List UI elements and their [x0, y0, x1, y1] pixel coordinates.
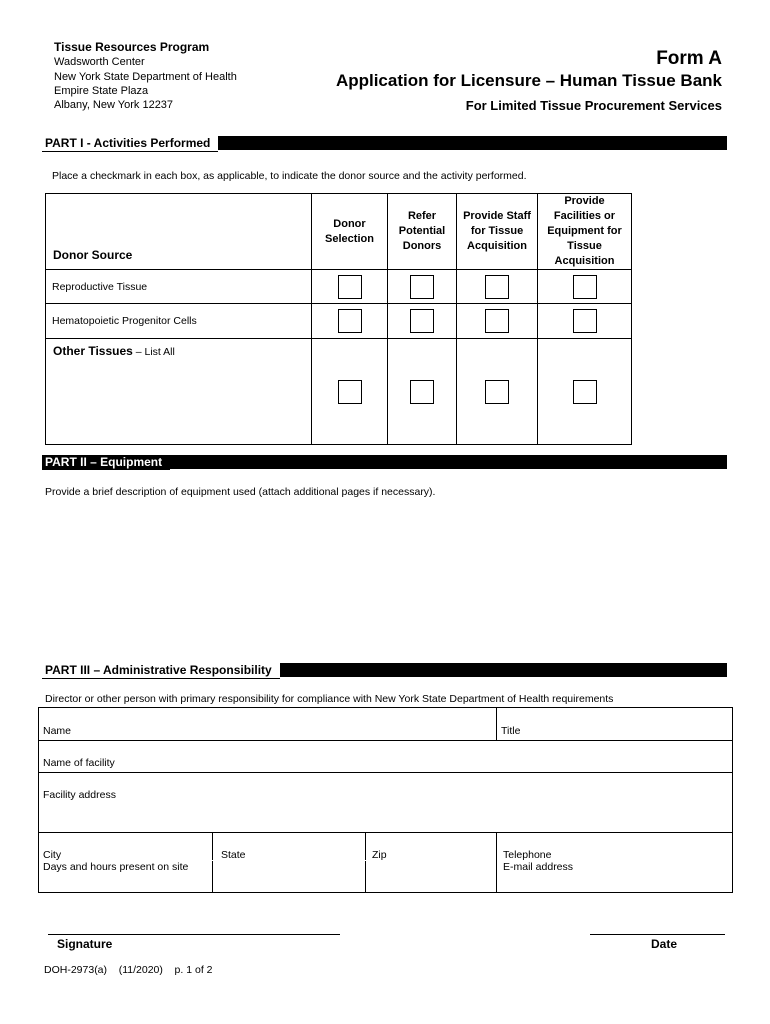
checkbox-hematopoietic-provide-staff[interactable]	[485, 309, 509, 333]
title-field[interactable]	[497, 708, 733, 741]
checkbox-hematopoietic-refer-donors[interactable]	[410, 309, 434, 333]
donor-source-header-cell	[46, 194, 312, 270]
col-provide-facilities: Provide Facilities or Equipment for Tissue Acquisition	[547, 195, 622, 267]
date-line[interactable]	[590, 934, 725, 935]
part1-heading-bar	[42, 136, 727, 150]
col-refer-potential-donors: Refer Potential Donors	[398, 210, 446, 252]
activities-table	[45, 193, 632, 445]
checkbox-reproductive-provide-facilities[interactable]	[573, 275, 597, 299]
name-field[interactable]	[39, 708, 497, 741]
row-label-reproductive: Reproductive Tissue	[46, 270, 312, 304]
city-field[interactable]	[39, 833, 213, 893]
col-donor-selection: Donor Selection	[325, 217, 374, 245]
responsibility-table	[38, 707, 733, 893]
part3-heading-bar	[42, 663, 727, 677]
other-tissues-cell[interactable]	[46, 339, 312, 445]
checkbox-other-refer-donors[interactable]	[410, 380, 434, 404]
checkbox-reproductive-refer-donors[interactable]	[410, 275, 434, 299]
name-label: Name	[43, 725, 72, 737]
form-number: DOH-2973(a)	[44, 964, 108, 976]
checkbox-hematopoietic-provide-facilities[interactable]	[573, 309, 597, 333]
page-number: p. 1 of 2	[174, 964, 213, 976]
part2-instruction: Provide a brief description of equipment used (attach additional pages if necessary).	[45, 486, 436, 498]
checkbox-reproductive-provide-staff[interactable]	[485, 275, 509, 299]
checkbox-hematopoietic-donor-selection[interactable]	[338, 309, 362, 333]
zip-field[interactable]	[366, 833, 497, 893]
row-divider-mask	[39, 860, 492, 861]
part1-instruction: Place a checkmark in each box, as applicable, to indicate the donor source and the activity performed.	[52, 170, 527, 182]
state-label: State	[221, 849, 246, 861]
part3-instruction: Director or other person with primary responsibility for compliance with New York State Department of Health requirements	[45, 693, 614, 705]
address-line-4: Albany, New York 12237	[54, 99, 174, 111]
checkbox-other-donor-selection[interactable]	[338, 380, 362, 404]
checkbox-other-provide-facilities[interactable]	[573, 380, 597, 404]
signature-line[interactable]	[48, 934, 340, 935]
form-title: Application for Licensure – Human Tissue Bank	[335, 71, 722, 90]
other-tissues-label: Other Tissues	[53, 344, 133, 358]
form-subtitle: For Limited Tissue Procurement Services	[465, 98, 722, 113]
program-name: Tissue Resources Program	[54, 40, 210, 54]
part1-heading: PART I - Activities Performed	[42, 136, 218, 152]
facility-address-label: Facility address	[43, 789, 116, 801]
other-tissues-suffix: – List All	[132, 346, 175, 358]
address-line-3: Empire State Plaza	[54, 85, 149, 97]
signature-label: Signature	[57, 937, 113, 951]
facility-name-field[interactable]	[39, 741, 733, 773]
checkbox-other-provide-staff[interactable]	[485, 380, 509, 404]
title-label: Title	[501, 725, 521, 737]
facility-name-label: Name of facility	[43, 757, 115, 769]
address-line-1: Wadsworth Center	[54, 56, 145, 68]
address-line-2: New York State Department of Health	[54, 71, 237, 83]
part3-heading: PART III – Administrative Responsibility	[42, 663, 280, 679]
form-label: Form A	[656, 48, 722, 69]
col-provide-staff: Provide Staff for Tissue Acquisition	[463, 210, 531, 252]
email-label: E-mail address	[503, 861, 574, 873]
donor-source-header: Donor Source	[53, 248, 133, 262]
date-label: Date	[651, 937, 678, 951]
part2-heading: PART II – Equipment	[42, 455, 170, 470]
facility-address-field[interactable]	[39, 773, 733, 833]
part2-heading-bar	[42, 455, 727, 469]
telephone-label: Telephone	[503, 849, 552, 861]
city-label: City	[43, 849, 62, 861]
state-field[interactable]	[213, 833, 366, 893]
equipment-description-area[interactable]	[45, 505, 725, 650]
form-revision: (11/2020)	[118, 964, 163, 976]
days-hours-label: Days and hours present on site	[43, 861, 189, 873]
form-footer	[44, 964, 213, 976]
telephone-field[interactable]	[497, 833, 733, 893]
row-label-hematopoietic: Hematopoietic Progenitor Cells	[46, 304, 312, 339]
zip-label: Zip	[372, 849, 387, 861]
checkbox-reproductive-donor-selection[interactable]	[338, 275, 362, 299]
